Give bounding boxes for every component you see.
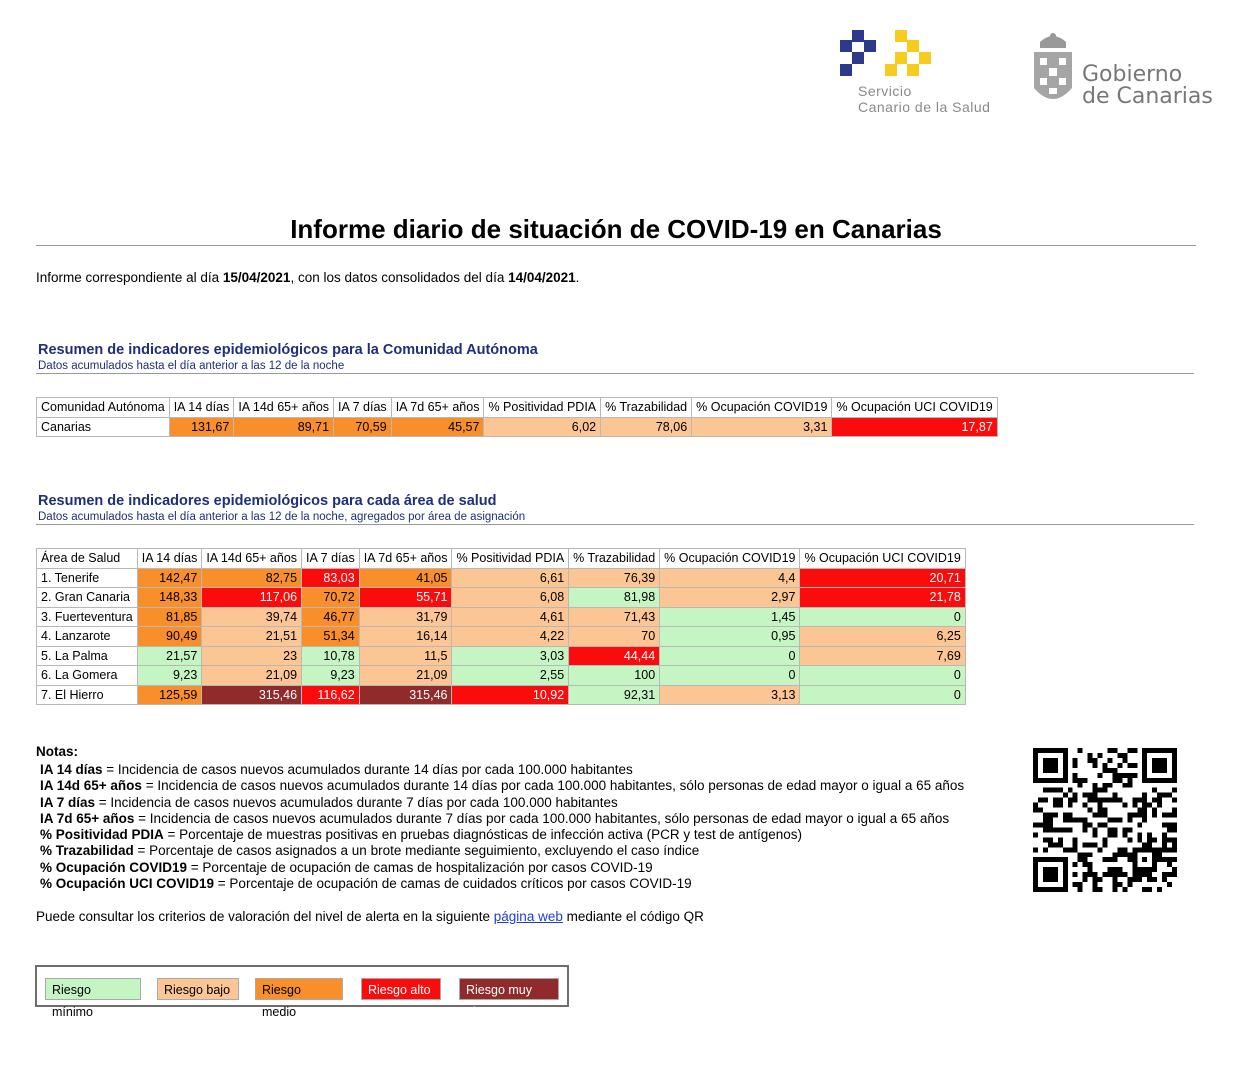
table-cell: 6,25	[800, 627, 965, 647]
table-cell: 82,75	[202, 568, 302, 588]
coat-of-arms-icon	[1030, 30, 1076, 114]
consult-prefix: Puede consultar los criterios de valoración del nivel de alerta en la siguiente	[36, 909, 494, 924]
table-cell: 90,49	[137, 627, 202, 647]
table-cell: 7,69	[800, 646, 965, 666]
note-item	[40, 811, 964, 827]
note-item	[40, 827, 964, 843]
table-cell: 16,14	[359, 627, 452, 647]
table-cell: 23	[202, 646, 302, 666]
legend-item: Riesgo mínimo	[45, 978, 141, 1000]
table-cell: 70	[569, 627, 660, 647]
column-header: % Ocupación UCI COVID19	[832, 398, 997, 418]
table-cell: 21,09	[359, 666, 452, 686]
column-header: Comunidad Autónoma	[37, 398, 170, 418]
table-row	[37, 417, 998, 437]
table-cell: 76,39	[569, 568, 660, 588]
table-cell: 4,4	[660, 568, 800, 588]
section1-subtitle: Datos acumulados hasta el día anterior a las 12 de la noche	[38, 360, 345, 372]
table-row	[37, 685, 966, 705]
table-cell: 0	[800, 666, 965, 686]
table-cell: 10,78	[302, 646, 360, 666]
scs-squares-icon	[840, 30, 940, 82]
table-cell: 100	[569, 666, 660, 686]
ca-indicators-table	[36, 397, 998, 437]
table-cell: 21,09	[202, 666, 302, 686]
table-cell: 6,02	[484, 417, 601, 437]
page-title: Informe diario de situación de COVID-19 en Canarias	[290, 214, 942, 244]
note-definition: = Porcentaje de ocupación de camas de cuidados críticos por casos COVID-19	[214, 876, 692, 892]
gobierno-logo-line1: Gobierno	[1082, 62, 1183, 87]
section2-subtitle: Datos acumulados hasta el día anterior a las 12 de la noche, agregados por área de asignación	[38, 511, 526, 523]
section1-divider	[36, 373, 1194, 374]
intro-prefix: Informe correspondiente al día	[36, 270, 223, 285]
table-cell: 83,03	[302, 568, 360, 588]
qr-code-icon[interactable]	[1033, 748, 1177, 892]
table-row	[37, 666, 966, 686]
section1-title: Resumen de indicadores epidemiológicos para la Comunidad Autónoma	[38, 342, 538, 358]
table-cell: 45,57	[391, 417, 484, 437]
table-cell: 0	[800, 685, 965, 705]
table-cell: 21,78	[800, 588, 965, 608]
table-cell: 41,05	[359, 568, 452, 588]
note-term: IA 7 días	[40, 794, 96, 810]
table-cell: 20,71	[800, 568, 965, 588]
table-header-row	[37, 549, 966, 569]
table-cell: 21,57	[137, 646, 202, 666]
note-term: IA 7d 65+ años	[40, 810, 135, 826]
note-definition: = Porcentaje de casos asignados a un brote mediante seguimiento, excluyendo el caso índice	[133, 843, 700, 859]
column-header: % Ocupación UCI COVID19	[800, 549, 965, 569]
table-cell: 6,08	[452, 588, 569, 608]
note-item	[40, 762, 964, 778]
row-name: 6. La Gomera	[37, 666, 138, 686]
table-cell: 125,59	[137, 685, 202, 705]
table-cell: 116,62	[302, 685, 360, 705]
table-cell: 0	[660, 666, 800, 686]
table-cell: 0,95	[660, 627, 800, 647]
column-header: % Positividad PDIA	[484, 398, 601, 418]
table-cell: 3,31	[692, 417, 832, 437]
notes-list	[40, 762, 964, 892]
note-definition: = Incidencia de casos nuevos acumulados durante 14 días por cada 100.000 habitantes, sólo personas de edad mayor o igual a 65 años	[141, 778, 965, 794]
data-date: 14/04/2021	[508, 270, 576, 285]
gobierno-logo-line2: de Canarias	[1082, 84, 1213, 109]
table-cell: 51,34	[302, 627, 360, 647]
column-header: IA 7d 65+ años	[391, 398, 484, 418]
table-header-row	[37, 398, 998, 418]
gobierno-canarias-logo	[1030, 30, 1220, 120]
column-header: IA 14d 65+ años	[202, 549, 302, 569]
table-cell: 0	[800, 607, 965, 627]
risk-legend	[35, 965, 569, 1019]
row-name: 4. Lanzarote	[37, 627, 138, 647]
table-cell: 4,61	[452, 607, 569, 627]
scs-logo-line2: Canario de la Salud	[858, 99, 991, 115]
note-definition: = Porcentaje de muestras positivas en pruebas diagnósticas de infección activa (PCR y test de antígenos)	[163, 827, 803, 843]
note-term: % Ocupación UCI COVID19	[40, 876, 215, 892]
note-definition: = Incidencia de casos nuevos acumulados durante 14 días por cada 100.000 habitantes	[102, 762, 633, 777]
table-cell: 117,06	[202, 588, 302, 608]
web-page-link[interactable]: página web	[493, 909, 563, 924]
note-term: % Positividad PDIA	[40, 827, 164, 843]
note-definition: = Incidencia de casos nuevos acumulados durante 7 días por cada 100.000 habitantes, sólo personas de edad mayor o igual a 65 años	[134, 810, 950, 826]
table-cell: 71,43	[569, 607, 660, 627]
table-cell: 92,31	[569, 685, 660, 705]
table-cell: 2,55	[452, 666, 569, 686]
table-cell: 315,46	[202, 685, 302, 705]
note-term: IA 14 días	[40, 762, 103, 777]
row-name: 3. Fuerteventura	[37, 607, 138, 627]
consult-suffix: mediante el código QR	[562, 909, 704, 924]
table-cell: 78,06	[601, 417, 692, 437]
table-cell: 131,67	[169, 417, 234, 437]
row-name: Canarias	[37, 417, 170, 437]
table-cell: 142,47	[137, 568, 202, 588]
column-header: Área de Salud	[37, 549, 138, 569]
note-item	[40, 876, 964, 892]
table-cell: 0	[660, 646, 800, 666]
column-header: IA 14 días	[169, 398, 234, 418]
row-name: 7. El Hierro	[37, 685, 138, 705]
table-cell: 46,77	[302, 607, 360, 627]
table-cell: 81,98	[569, 588, 660, 608]
table-row	[37, 568, 966, 588]
table-cell: 39,74	[202, 607, 302, 627]
report-date: 15/04/2021	[222, 270, 291, 285]
column-header: % Positividad PDIA	[452, 549, 569, 569]
table-row	[37, 588, 966, 608]
table-cell: 148,33	[137, 588, 202, 608]
section2-title: Resumen de indicadores epidemiológicos para cada área de salud	[38, 493, 497, 509]
row-name: 5. La Palma	[37, 646, 138, 666]
table-cell: 81,85	[137, 607, 202, 627]
table-row	[37, 627, 966, 647]
note-item	[40, 795, 964, 811]
table-cell: 21,51	[202, 627, 302, 647]
column-header: IA 7 días	[302, 549, 360, 569]
column-header: % Trazabilidad	[601, 398, 692, 418]
table-cell: 1,45	[660, 607, 800, 627]
column-header: % Trazabilidad	[569, 549, 660, 569]
table-cell: 6,61	[452, 568, 569, 588]
title-divider	[36, 245, 1196, 246]
section2-divider	[36, 524, 1194, 525]
note-definition: = Porcentaje de ocupación de camas de hospitalización por casos COVID-19	[187, 859, 653, 875]
table-cell: 55,71	[359, 588, 452, 608]
row-name: 1. Tenerife	[37, 568, 138, 588]
table-cell: 44,44	[569, 646, 660, 666]
table-cell: 10,92	[452, 685, 569, 705]
consult-text	[36, 909, 704, 924]
note-term: IA 14d 65+ años	[40, 778, 142, 794]
report-intro	[36, 270, 579, 285]
notes-heading: Notas:	[36, 744, 79, 759]
table-cell: 315,46	[359, 685, 452, 705]
table-row	[37, 607, 966, 627]
note-term: % Trazabilidad	[40, 843, 134, 859]
table-cell: 17,87	[832, 417, 997, 437]
note-definition: = Incidencia de casos nuevos acumulados durante 7 días por cada 100.000 habitantes	[95, 794, 618, 810]
table-cell: 3,13	[660, 685, 800, 705]
table-cell: 9,23	[302, 666, 360, 686]
legend-item: Riesgo muy alto	[459, 978, 559, 1000]
table-cell: 4,22	[452, 627, 569, 647]
table-cell: 89,71	[234, 417, 334, 437]
table-cell: 70,59	[334, 417, 392, 437]
intro-middle: , con los datos consolidados del día	[290, 270, 509, 285]
table-cell: 70,72	[302, 588, 360, 608]
legend-item: Riesgo bajo	[157, 978, 239, 1000]
servicio-canario-salud-logo	[840, 30, 1015, 120]
column-header: % Ocupación COVID19	[660, 549, 800, 569]
column-header: % Ocupación COVID19	[692, 398, 832, 418]
area-indicators-table	[36, 548, 966, 705]
table-cell: 3,03	[452, 646, 569, 666]
column-header: IA 7 días	[334, 398, 392, 418]
row-name: 2. Gran Canaria	[37, 588, 138, 608]
table-row	[37, 646, 966, 666]
column-header: IA 7d 65+ años	[359, 549, 452, 569]
column-header: IA 14d 65+ años	[234, 398, 334, 418]
table-cell: 11,5	[359, 646, 452, 666]
table-cell: 2,97	[660, 588, 800, 608]
note-term: % Ocupación COVID19	[40, 859, 188, 875]
intro-suffix: .	[575, 270, 580, 285]
table-cell: 9,23	[137, 666, 202, 686]
legend-item: Riesgo alto	[361, 978, 441, 1000]
scs-logo-line1: Servicio	[858, 83, 912, 99]
note-item	[40, 843, 964, 859]
table-cell: 31,79	[359, 607, 452, 627]
note-item	[40, 778, 964, 794]
legend-item: Riesgo medio	[255, 978, 343, 1000]
column-header: IA 14 días	[137, 549, 202, 569]
note-item	[40, 860, 964, 876]
